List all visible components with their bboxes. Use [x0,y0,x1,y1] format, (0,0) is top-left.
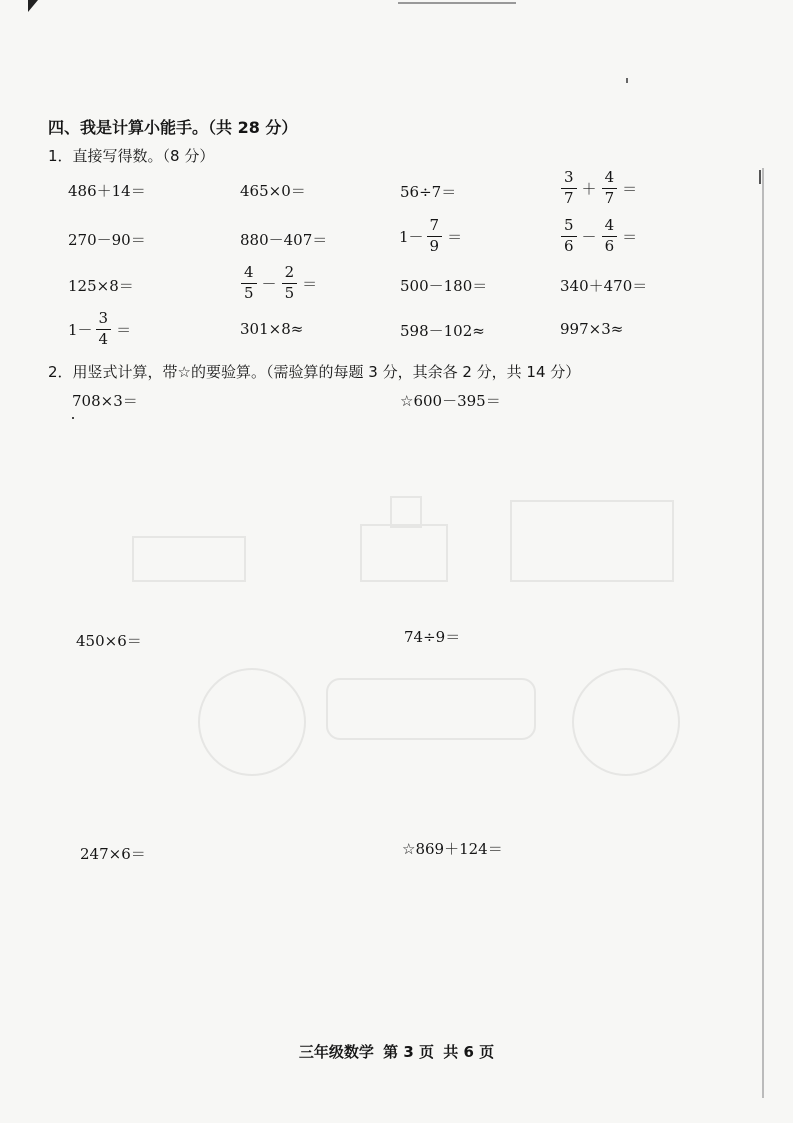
calc-item-fraction: 1－ $\frac{7}{9}$ ＝ [399,216,463,255]
fraction: $\frac{3}{7}$ [561,170,577,207]
calc-item: 598－102≈ [400,322,485,340]
calc-item: 486＋14＝ [68,182,146,200]
calc-item-fraction: $\frac{5}{6}$ － $\frac{4}{6}$ ＝ [558,218,639,255]
fraction: $\frac{4}{6}$ [602,218,618,255]
calc-item: 500－180＝ [400,277,488,295]
vertical-calc-problem: 708×3＝ [72,392,138,410]
vertical-calc-problem: 247×6＝ [80,845,146,863]
calc-item: 997×3≈ [560,320,624,338]
page-edge-line [762,168,764,1098]
fraction: $\frac{4}{5}$ [241,265,257,302]
scan-speck [626,78,628,83]
question-2-title: 2．用竖式计算，带☆的要验算。（需验算的每题 3 分，其余各 2 分，共 14 分） [48,363,581,381]
fraction: $\frac{5}{6}$ [561,218,577,255]
calc-item: 56÷7＝ [400,183,457,201]
calc-item: 340＋470＝ [560,277,648,295]
vertical-calc-problem: ☆869＋124＝ [402,840,503,858]
calc-item: 880－407＝ [240,231,328,249]
corner-mark [28,0,38,12]
calc-item: 270－90＝ [68,231,146,249]
top-rule [398,2,516,4]
calc-item-fraction: 1－ $\frac{3}{4}$ ＝ [68,309,132,348]
footer-total: 共 6 页 [443,1043,495,1061]
fraction: $\frac{3}{4}$ [96,311,112,348]
stray-dot [72,417,74,419]
fraction: $\frac{4}{7}$ [602,170,618,207]
calc-item: 301×8≈ [240,320,304,338]
section-title: 四、我是计算小能手。（共 28 分） [48,118,298,137]
question-1-title: 1．直接写得数。（8 分） [48,147,215,165]
calc-item-fraction: $\frac{4}{5}$ － $\frac{2}{5}$ ＝ [238,265,319,302]
fraction: $\frac{7}{9}$ [427,218,443,255]
calc-item: 465×0＝ [240,182,306,200]
calc-item: 125×8＝ [68,277,134,295]
vertical-calc-problem: 74÷9＝ [404,628,461,646]
fraction: $\frac{2}{5}$ [282,265,298,302]
vertical-calc-problem: 450×6＝ [76,632,142,650]
vertical-calc-problem: ☆600－395＝ [400,392,501,410]
calc-item-fraction: $\frac{3}{7}$ ＋ $\frac{4}{7}$ ＝ [558,170,639,207]
footer-page: 第 3 页 [383,1043,434,1061]
footer-grade: 三年级数学 [298,1043,374,1061]
page-footer [0,1041,793,1062]
page-edge-tick [759,170,761,184]
